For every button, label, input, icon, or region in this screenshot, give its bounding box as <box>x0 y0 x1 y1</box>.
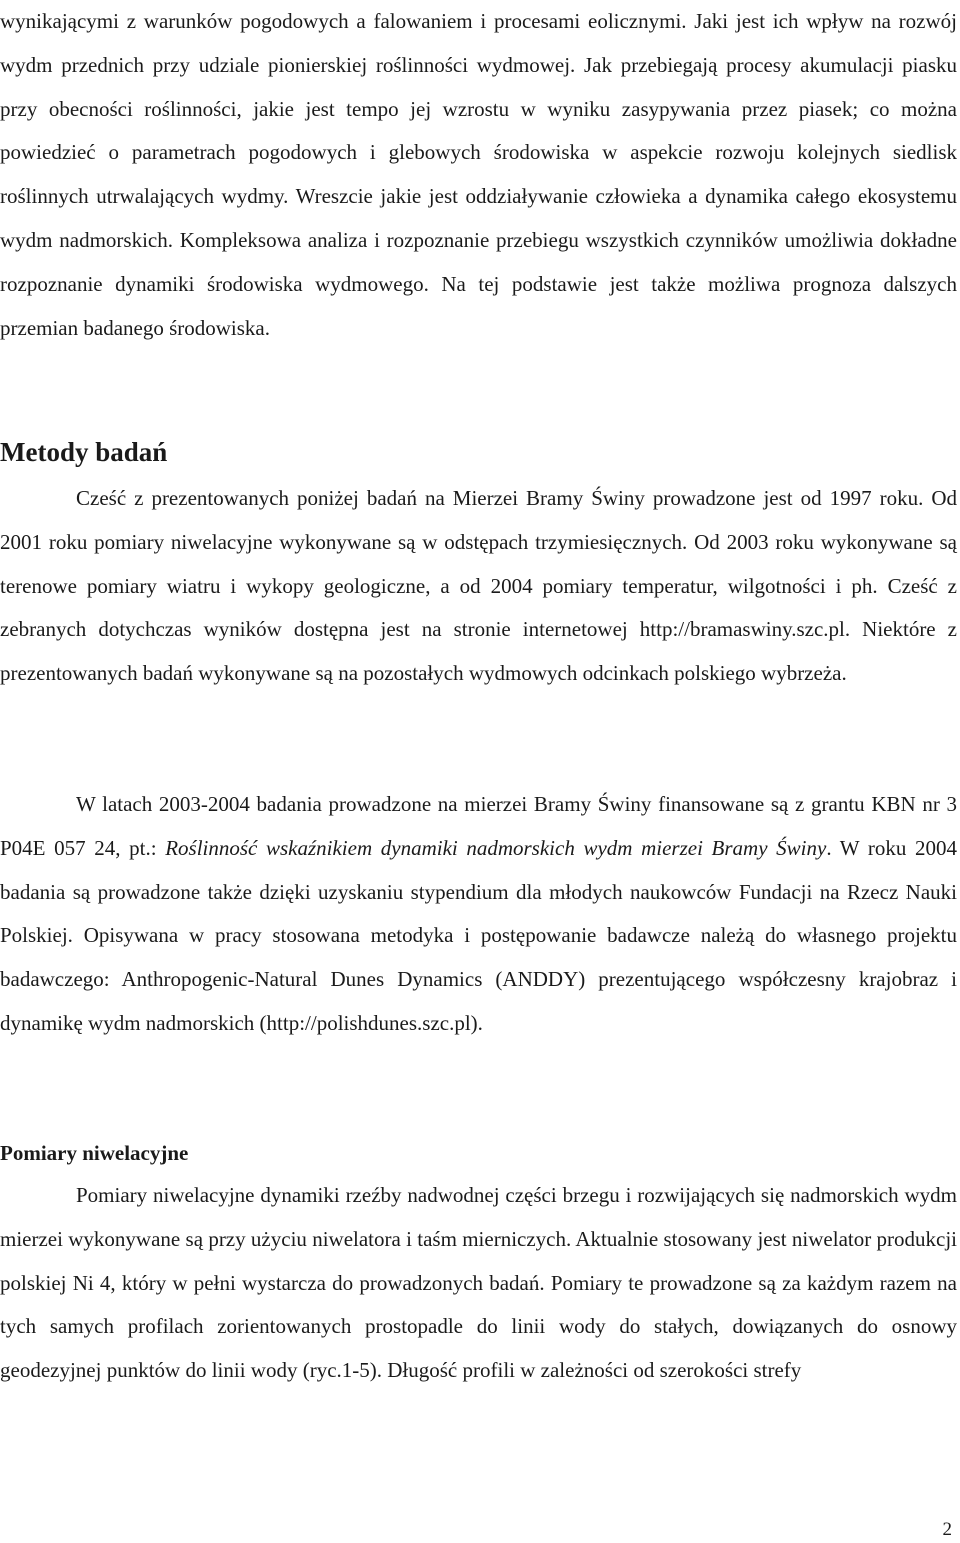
metody-p2-before: W latach 2003-2004 badania prowadzone na mierzei Bramy Świny finansowane są z grantu KBN nr 3 P04E 057 24, pt.: <box>0 792 957 860</box>
section-heading-metody: Metody badań <box>0 437 168 467</box>
metody-paragraph-1: Cześć z prezentowanych poniżej badań na Mierzei Bramy Świny prowadzone jest od 1997 roku. Od 2001 roku pomiary niwelacyjne wykonywane są w odstępach trzymiesięcznych. Od 2003 roku wykonywane są terenowe pomiary wiatru i wykopy geologiczne, a od 2004 pomiary temperatur, wilgotności i ph. Cześć z zebranych dotychczas wyników dostępna jest na stronie internetowej http://bramaswiny.szc.pl. Niektóre z prezentowanych badań wykonywane są na pozostałych wydmowych odcinkach polskiego wybrzeża. <box>0 486 957 686</box>
section-heading-pomiary: Pomiary niwelacyjne <box>0 1141 189 1165</box>
page-number: 2 <box>942 1519 952 1540</box>
intro-paragraph: wynikającymi z warunków pogodowych a falowaniem i procesami eolicznymi. Jaki jest ich wpływ na rozwój wydm przednich przy udziale pionierskiej roślinności wydmowej. Jak przebiegają procesy akumulacji piasku przy obecności roślinności, jakie jest tempo jej wzrostu w wyniku zasypywania przez piasek; co można powiedzieć o parametrach pogodowych i glebowych środowiska w aspekcie rozwoju kolejnych siedlisk roślinnych utrwalających wydmy. Wreszcie jakie jest oddziaływanie człowieka a dynamika całego ekosystemu wydm nadmorskich. Kompleksowa analiza i rozpoznanie przebiegu wszystkich czynników umożliwia dokładne rozpoznanie dynamiki środowiska wydmowego. Na tej podstawie jest także możliwa prognoza dalszych przemian badanego środowiska. <box>0 9 957 340</box>
pomiary-paragraph: Pomiary niwelacyjne dynamiki rzeźby nadwodnej części brzegu i rozwijających się nadmorskich wydm mierzei wykonywane są przy użyciu niwelatora i taśm mierniczych. Aktualnie stosowany jest niwelator produkcji polskiej Ni 4, który w pełni wystarcza do prowadzonych badań. Pomiary te prowadzone są za każdym razem na tych samych profilach zorientowanych prostopadle do linii wody do stałych, dowiązanych do osnowy geodezyjnej punktów do linii wody (ryc.1-5). Długość profili w zależności od szerokości strefy <box>0 1183 957 1383</box>
metody-p2-after: . W roku 2004 badania są prowadzone także dzięki uzyskaniu stypendium dla młodych naukowców Fundacji na Rzecz Nauki Polskiej. Opisywana w pracy stosowana metodyka i postępowanie badawcze należą do własnego projektu badawczego: Anthropogenic-Natural Dunes Dynamics (ANDDY) prezentującego współczesny krajobraz i dynamikę wydm nadmorskich (http://polishdunes.szc.pl). <box>0 835 957 1035</box>
metody-paragraph-2 <box>0 783 957 1046</box>
grant-title: Roślinność wskaźnikiem dynamiki nadmorskich wydm mierzei Bramy Świny <box>165 835 827 860</box>
